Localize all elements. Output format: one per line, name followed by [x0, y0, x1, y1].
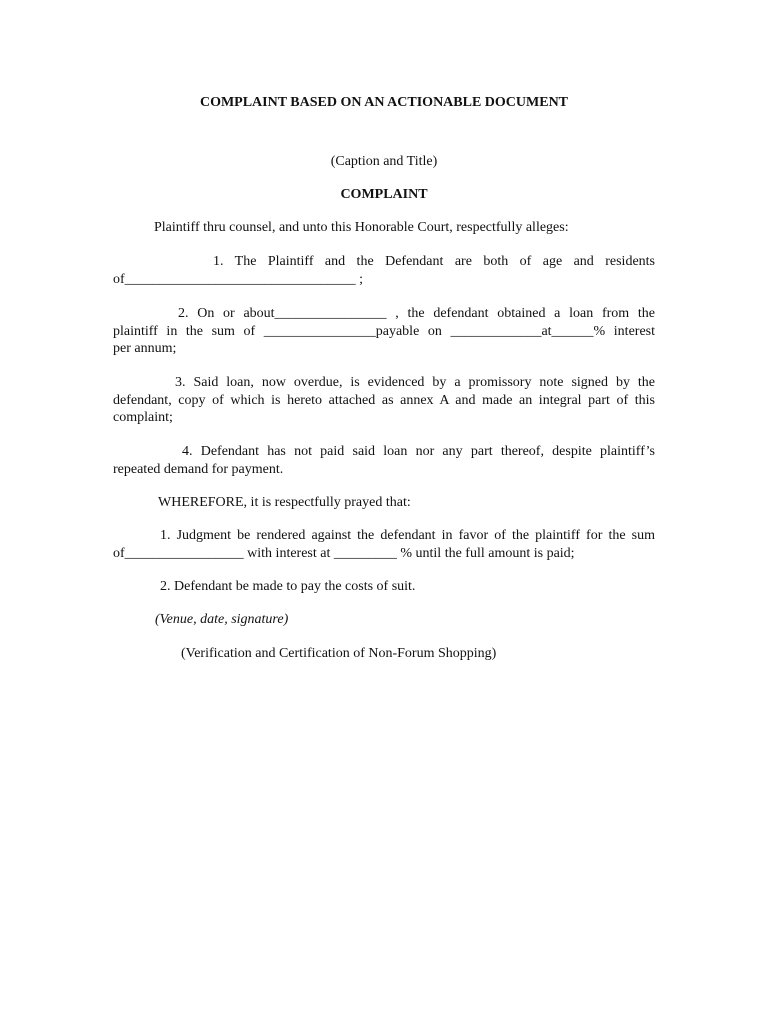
allegation-4-line-1: 4. Defendant has not paid said loan nor any part thereof, despite plaintiff’s: [182, 444, 655, 459]
prayer-1-line-2: of_________________ with interest at _________ % until the full amount is paid;: [113, 545, 575, 561]
verification-certification-line: (Verification and Certification of Non-Forum Shopping): [181, 646, 497, 661]
document-title: COMPLAINT BASED ON AN ACTIONABLE DOCUMENT: [199, 95, 569, 110]
allegation-3-line-1: 3. Said loan, now overdue, is evidenced by a promissory note signed by the: [175, 375, 655, 390]
wherefore-clause: WHEREFORE, it is respectfully prayed that:: [158, 495, 411, 510]
allegation-2-line-2: plaintiff in the sum of ________________payable on _____________at______% interest: [113, 323, 655, 339]
allegation-3-line-2: defendant, copy of which is hereto attached as annex A and made an integral part of this: [113, 392, 655, 408]
allegation-2-line-1: 2. On or about________________ , the defendant obtained a loan from the: [178, 306, 655, 321]
prayer-1-line-1: 1. Judgment be rendered against the defendant in favor of the plaintiff for the sum: [160, 528, 655, 543]
allegation-1-line-1: 1. The Plaintiff and the Defendant are both of age and residents: [213, 254, 655, 269]
prayer-1: [113, 527, 655, 562]
allegation-1-line-2: of_________________________________ ;: [113, 271, 364, 287]
caption-placeholder: (Caption and Title): [330, 154, 438, 169]
venue-date-signature-line: (Venue, date, signature): [155, 612, 289, 627]
prayer-2: 2. Defendant be made to pay the costs of suit.: [160, 579, 416, 594]
allegation-3-line-3: complaint;: [113, 410, 173, 425]
allegation-2-line-3: per annum;: [113, 341, 177, 356]
allegation-4-line-2: repeated demand for payment.: [113, 461, 284, 477]
complaint-heading: COMPLAINT: [340, 187, 428, 202]
allegation-2: [113, 305, 655, 358]
intro-paragraph: Plaintiff thru counsel, and unto this Honorable Court, respectfully alleges:: [154, 220, 569, 235]
allegation-4: [113, 443, 655, 478]
allegation-1: [113, 253, 655, 288]
allegation-3: [113, 374, 655, 427]
